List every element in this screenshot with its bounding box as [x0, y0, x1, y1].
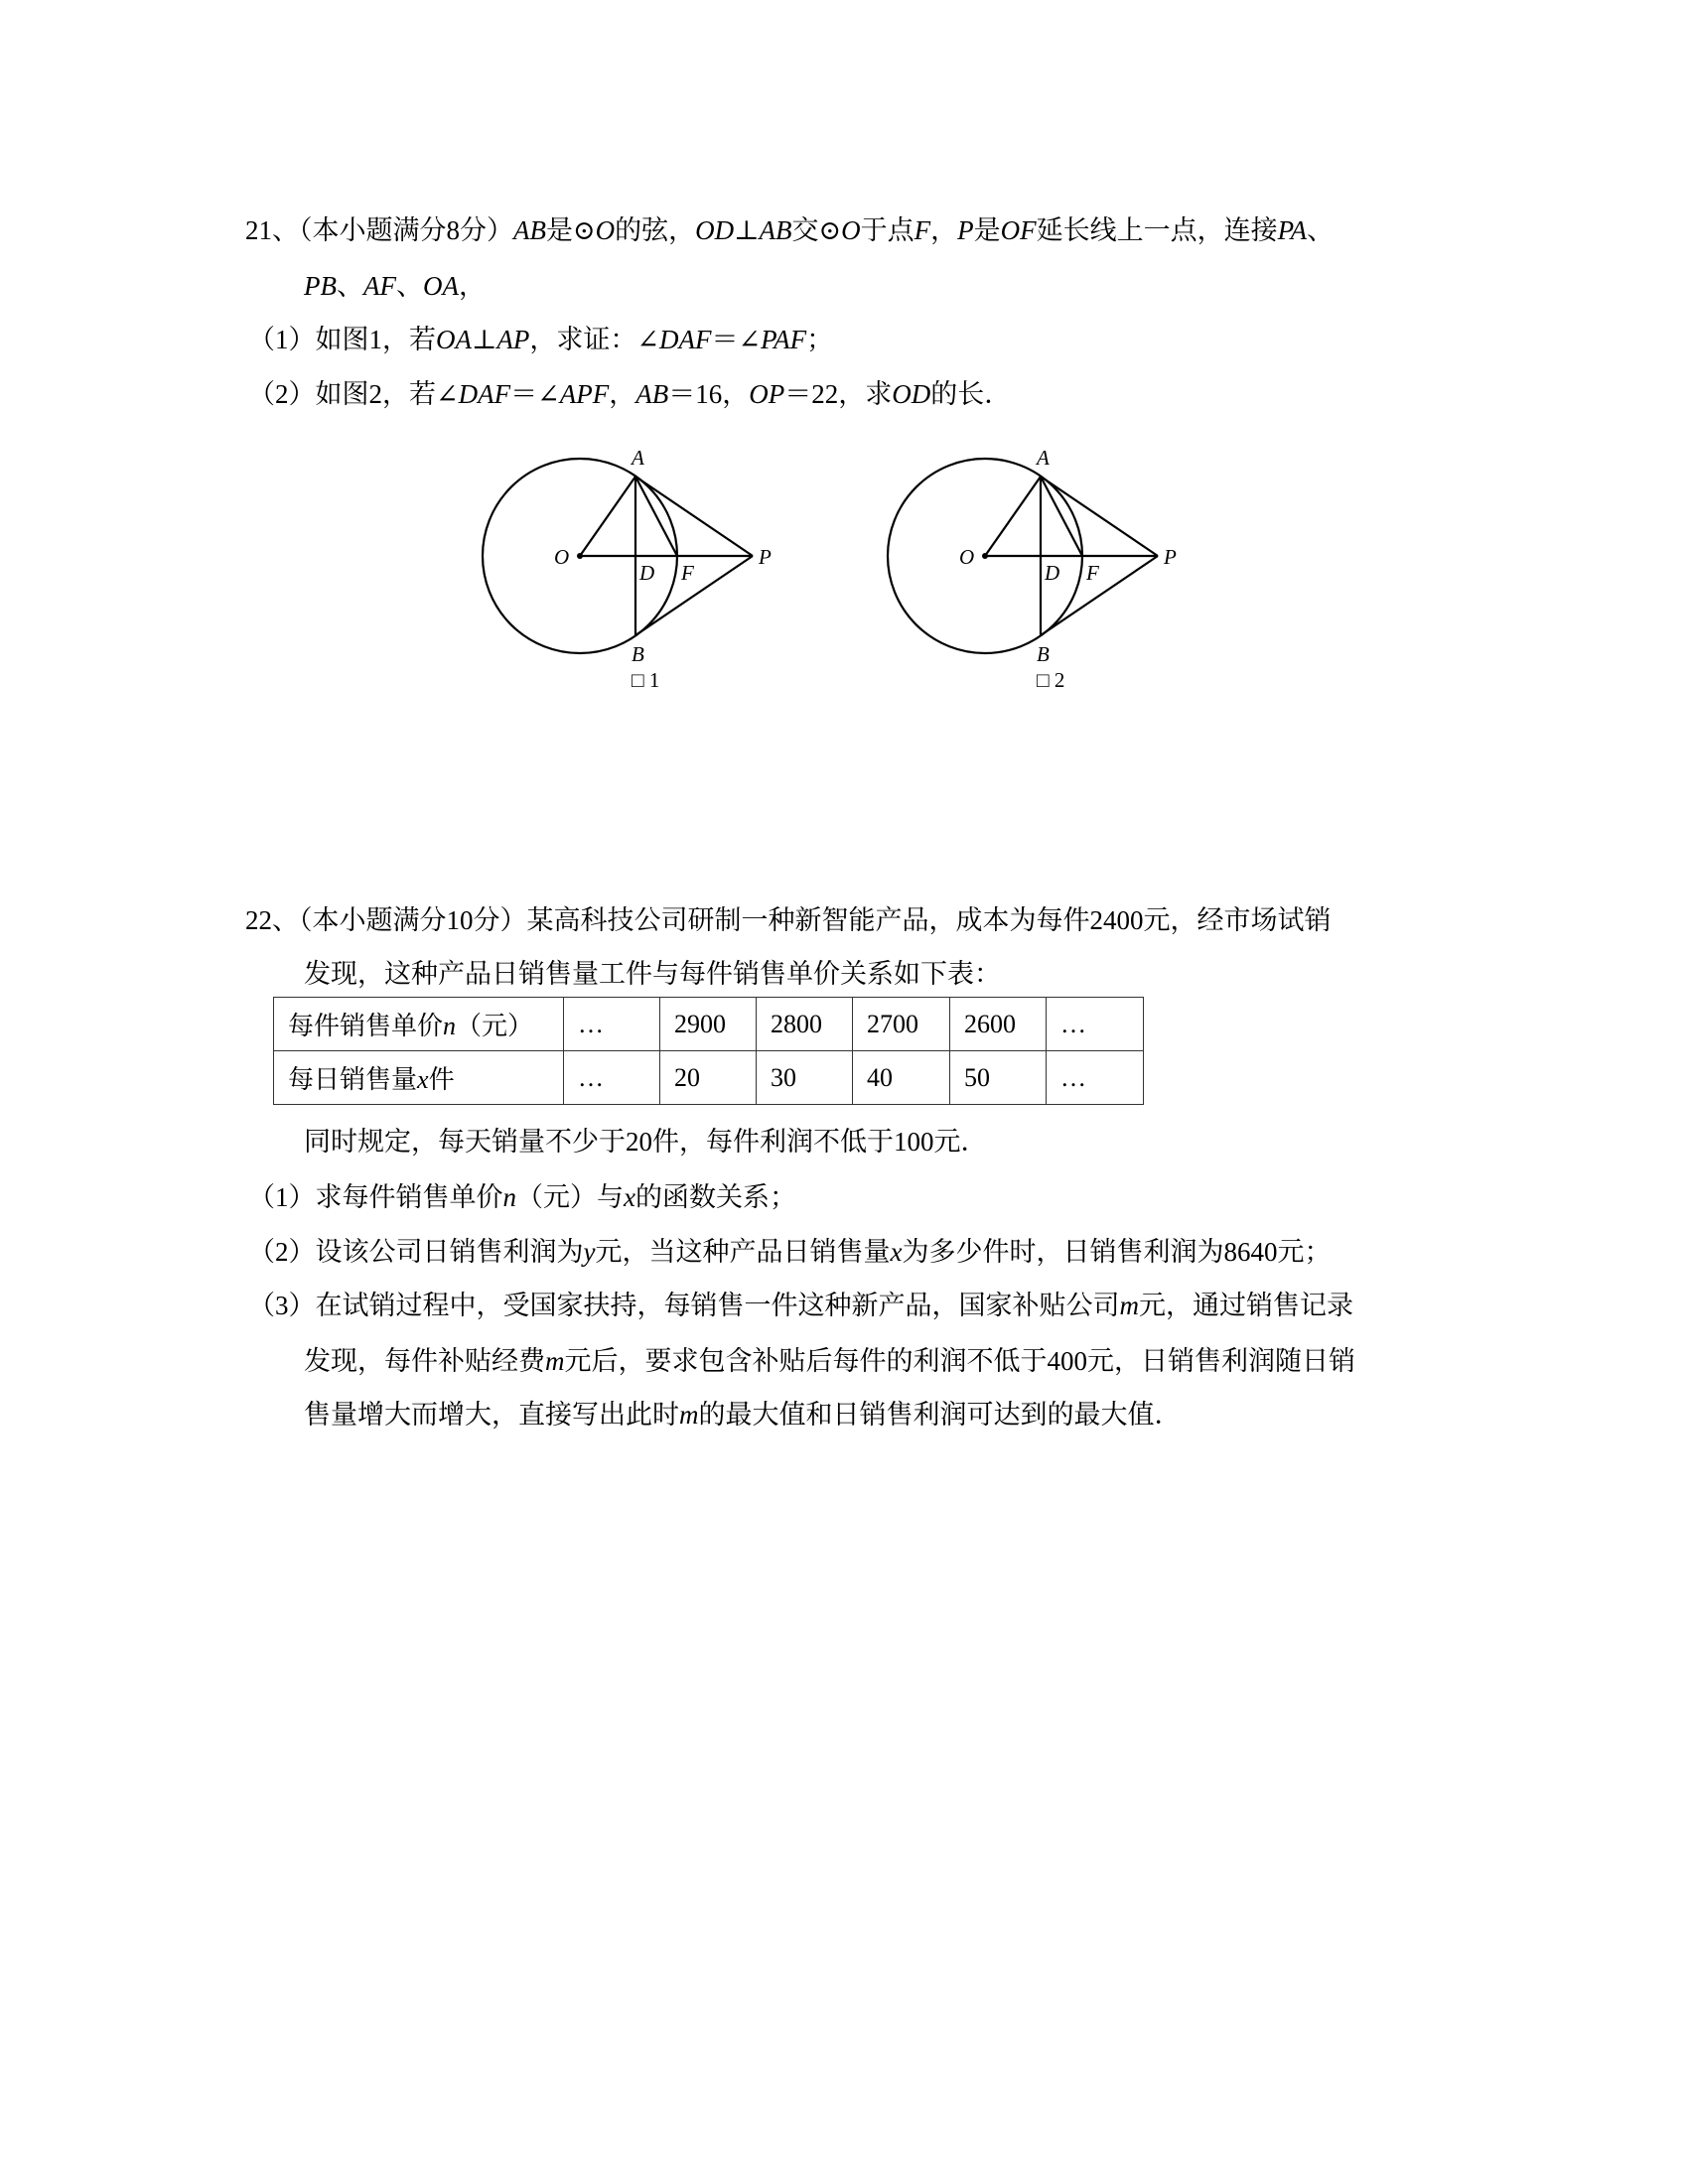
segment-af	[635, 477, 677, 556]
text-segment: 22、（本小题满分10分）某高科技公司研制一种新智能产品，成本为每件2400元，经市场试销	[245, 905, 1332, 935]
table-row	[274, 1051, 1144, 1105]
text-segment: 为多少件时，日销售利润为8640元；	[902, 1237, 1332, 1267]
math-variable: PA	[1277, 215, 1308, 245]
math-variable: OA	[436, 325, 472, 354]
table-cell: 30	[757, 1051, 853, 1105]
text-segment: 售量增大而增大，直接写出此时	[304, 1400, 679, 1430]
point-label-p: P	[1164, 545, 1177, 569]
text-segment: 延长线上一点，连接	[1036, 215, 1278, 245]
math-variable: AB	[635, 379, 669, 409]
text-segment: ，	[459, 271, 486, 301]
math-variable: DAF	[659, 325, 712, 354]
text-segment: ＝22，求	[784, 379, 893, 409]
row-header	[274, 998, 564, 1051]
row-unit: 件	[428, 1065, 455, 1094]
table-cell: 2700	[853, 998, 950, 1051]
math-variable: x	[624, 1182, 635, 1212]
text-segment: （2）设该公司日销售利润为	[248, 1237, 584, 1267]
math-variable: AB	[759, 215, 792, 245]
point-label-b: B	[632, 642, 644, 666]
point-label-d: D	[1045, 561, 1060, 585]
text-segment: ，求证：∠	[529, 325, 660, 354]
price-sales-table	[273, 997, 1144, 1105]
math-variable: AB	[513, 215, 546, 245]
point-label-a: A	[1037, 446, 1050, 470]
point-label-o: O	[959, 545, 975, 569]
point-label-a: A	[632, 446, 644, 470]
q22-line	[245, 903, 1332, 937]
row-unit: （元）	[456, 1012, 534, 1040]
row-header	[274, 1051, 564, 1105]
text-segment: （3）在试销过程中，受国家扶持，每销售一件这种新产品，国家补贴公司	[248, 1291, 1120, 1320]
math-variable: n	[502, 1182, 516, 1212]
table-cell: …	[1047, 1051, 1144, 1105]
math-variable: y	[583, 1237, 596, 1267]
text-segment: ＝∠	[510, 379, 560, 409]
text-segment: 的最大值和日销售利润可达到的最大值．	[698, 1400, 1182, 1430]
text-segment: ⊥	[472, 325, 497, 354]
segment-oa	[580, 477, 635, 556]
math-variable: m	[1119, 1291, 1139, 1320]
table-row	[274, 998, 1144, 1051]
row-label: 每日销售量	[288, 1065, 418, 1094]
segment-pa	[1041, 477, 1158, 556]
math-variable: n	[443, 1012, 457, 1040]
point-label-f: F	[681, 561, 694, 585]
table-cell: 20	[660, 1051, 757, 1105]
point-label-d: D	[639, 561, 655, 585]
math-variable: AF	[363, 271, 396, 301]
math-variable: F	[914, 215, 931, 245]
segment-oa	[985, 477, 1041, 556]
text-segment: ⊥	[734, 215, 760, 245]
math-variable: O	[595, 215, 616, 245]
figure-caption: □ 2	[1037, 668, 1065, 692]
q22-part-line	[304, 1125, 988, 1159]
segment-pa	[635, 477, 753, 556]
text-segment: （2）如图2，若∠	[248, 379, 459, 409]
text-segment: 发现，这种产品日销售量工件与每件销售单价关系如下表：	[304, 959, 1001, 989]
text-segment: （1）求每件销售单价	[248, 1182, 503, 1212]
text-segment: 是	[973, 215, 1001, 245]
text-segment: ；	[806, 325, 834, 354]
math-variable: x	[417, 1065, 429, 1094]
table-cell: 50	[950, 1051, 1047, 1105]
math-variable: AP	[496, 325, 530, 354]
text-segment: 交⊙	[791, 215, 842, 245]
math-variable: OD	[695, 215, 735, 245]
math-variable: DAF	[458, 379, 511, 409]
math-variable: PB	[304, 271, 337, 301]
q22-part-line	[304, 1398, 1182, 1432]
q22-line	[304, 957, 1001, 991]
figure-caption: □ 1	[632, 668, 660, 692]
math-variable: OP	[749, 379, 785, 409]
text-segment: 21、（本小题满分8分）	[245, 215, 513, 245]
math-variable: O	[841, 215, 861, 245]
math-variable: OD	[892, 379, 931, 409]
table-cell: 40	[853, 1051, 950, 1105]
row-label: 每件销售单价	[288, 1012, 444, 1040]
text-segment: （元）与	[516, 1182, 624, 1212]
segment-af	[1041, 477, 1082, 556]
text-segment: 的弦，	[615, 215, 696, 245]
table-cell: 2600	[950, 998, 1047, 1051]
text-segment: 于点	[860, 215, 914, 245]
math-variable: x	[890, 1237, 903, 1267]
center-point	[982, 553, 988, 559]
text-segment: ，	[609, 379, 636, 409]
text-segment: ＝16，	[668, 379, 750, 409]
math-variable: PAF	[761, 325, 807, 354]
text-segment: 、	[1307, 215, 1335, 245]
text-segment: （1）如图1，若	[248, 325, 436, 354]
math-variable: P	[957, 215, 974, 245]
math-variable: APF	[559, 379, 610, 409]
math-variable: m	[679, 1400, 699, 1430]
q22-part-line	[248, 1289, 1353, 1322]
math-variable: m	[545, 1346, 565, 1376]
math-variable: OA	[423, 271, 459, 301]
point-label-f: F	[1086, 561, 1099, 585]
text-segment: 同时规定，每天销量不少于20件，每件利润不低于100元．	[304, 1127, 988, 1157]
text-segment: 、	[337, 271, 363, 301]
table-cell: 2900	[660, 998, 757, 1051]
text-segment: 、	[396, 271, 423, 301]
q22-part-line	[248, 1180, 796, 1214]
text-segment: ＝∠	[711, 325, 762, 354]
text-segment: 是⊙	[546, 215, 596, 245]
table-cell: …	[564, 1051, 660, 1105]
table-cell: 2800	[757, 998, 853, 1051]
q22-part-line	[304, 1344, 1355, 1378]
question-21-figures	[0, 0, 1688, 754]
text-segment: 元，当这种产品日销售量	[595, 1237, 891, 1267]
math-variable: OF	[1000, 215, 1037, 245]
text-segment: 元后，要求包含补贴后每件的利润不低于400元，日销售利润随日销	[564, 1346, 1355, 1376]
point-label-o: O	[554, 545, 570, 569]
table-cell: …	[1047, 998, 1144, 1051]
center-point	[577, 553, 583, 559]
table-cell: …	[564, 998, 660, 1051]
text-segment: ，	[930, 215, 958, 245]
point-label-b: B	[1037, 642, 1050, 666]
text-segment: 的函数关系；	[634, 1182, 796, 1212]
q22-part-line	[248, 1235, 1331, 1269]
text-segment: 元，通过销售记录	[1139, 1291, 1353, 1320]
text-segment: 的长．	[930, 379, 1012, 409]
text-segment: 发现，每件补贴经费	[304, 1346, 545, 1376]
point-label-p: P	[759, 545, 772, 569]
